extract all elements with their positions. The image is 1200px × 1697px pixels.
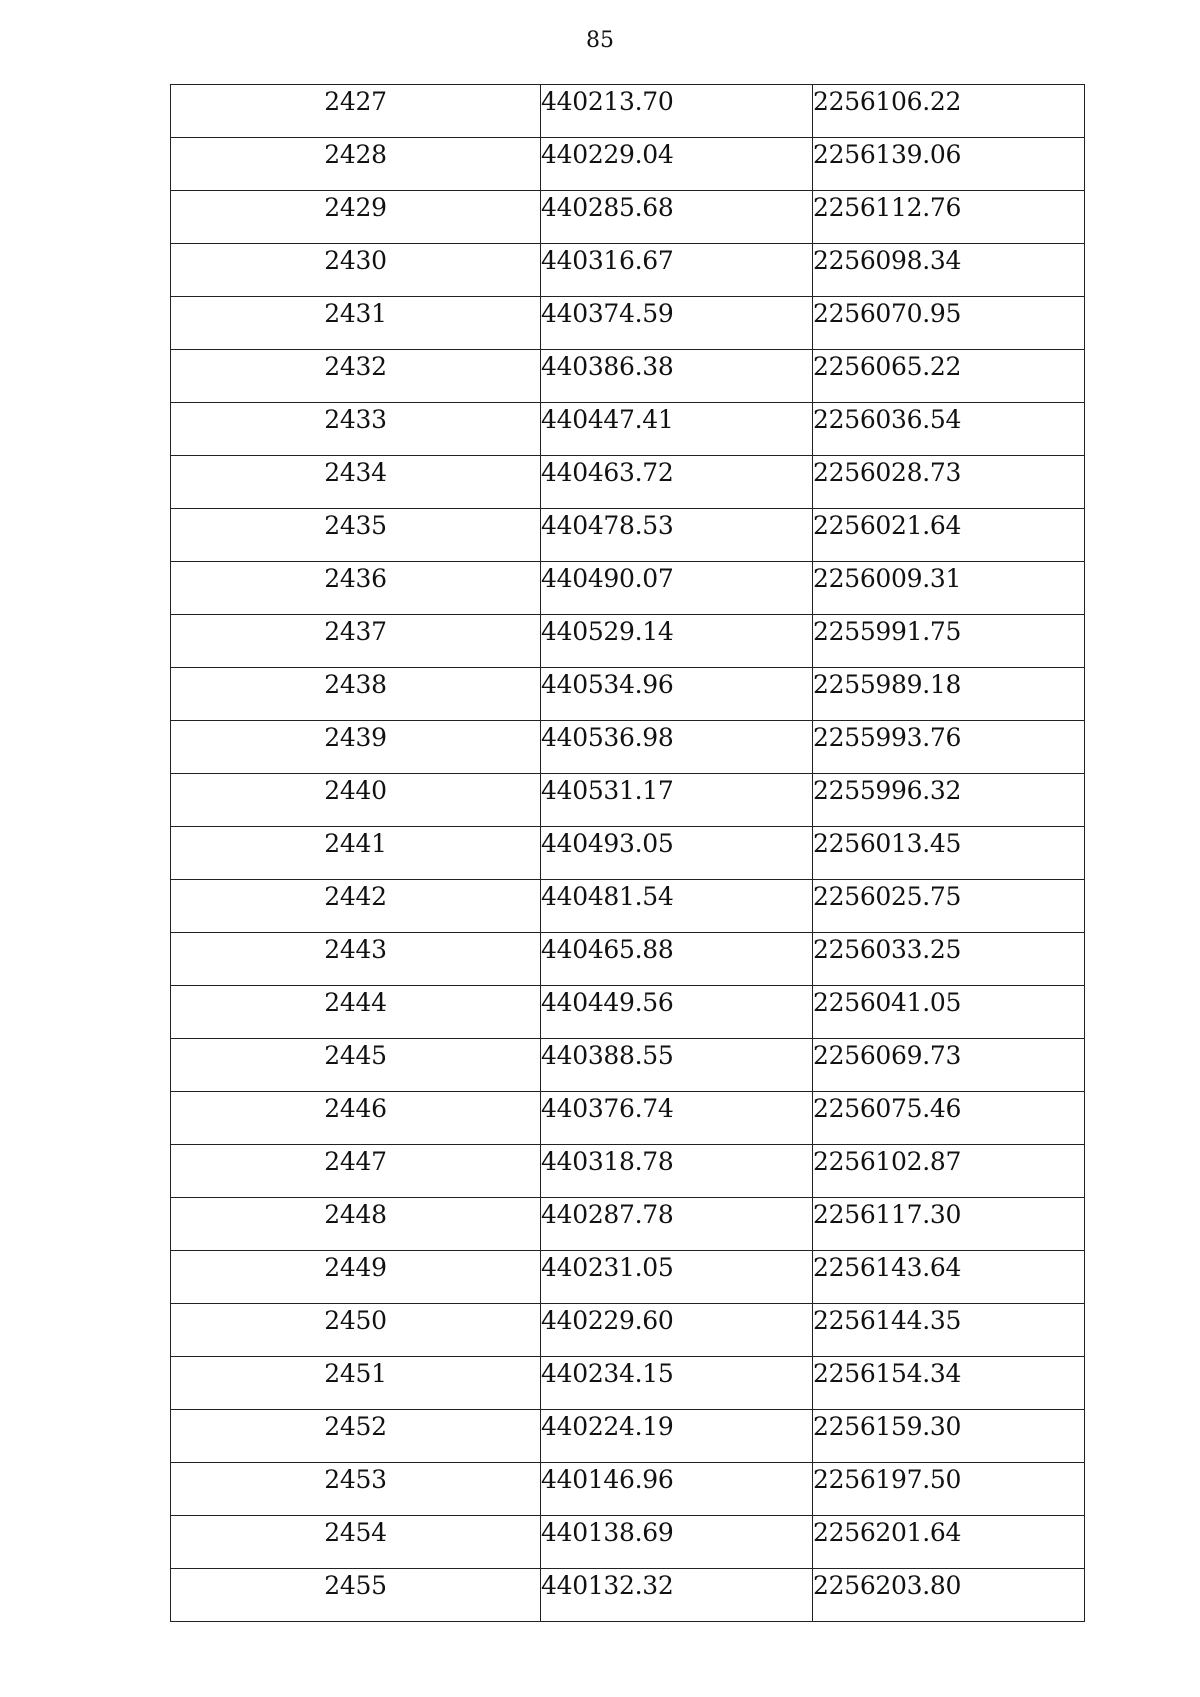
x-coordinate-cell: 440531.17 <box>541 774 813 827</box>
table-row <box>171 350 1085 403</box>
table-row <box>171 562 1085 615</box>
x-coordinate-cell: 440316.67 <box>541 244 813 297</box>
table-row <box>171 1304 1085 1357</box>
y-coordinate-cell: 2256028.73 <box>813 456 1085 509</box>
point-id-cell: 2452 <box>171 1410 541 1463</box>
x-coordinate-cell: 440386.38 <box>541 350 813 403</box>
point-id-cell: 2436 <box>171 562 541 615</box>
point-id-cell: 2438 <box>171 668 541 721</box>
y-coordinate-cell: 2256070.95 <box>813 297 1085 350</box>
x-coordinate-cell: 440146.96 <box>541 1463 813 1516</box>
coordinates-table-body <box>171 85 1085 1622</box>
table-row <box>171 1092 1085 1145</box>
point-id-cell: 2446 <box>171 1092 541 1145</box>
x-coordinate-cell: 440224.19 <box>541 1410 813 1463</box>
table-row <box>171 403 1085 456</box>
y-coordinate-cell: 2256143.64 <box>813 1251 1085 1304</box>
y-coordinate-cell: 2256013.45 <box>813 827 1085 880</box>
x-coordinate-cell: 440536.98 <box>541 721 813 774</box>
point-id-cell: 2450 <box>171 1304 541 1357</box>
point-id-cell: 2430 <box>171 244 541 297</box>
y-coordinate-cell: 2256021.64 <box>813 509 1085 562</box>
y-coordinate-cell: 2256117.30 <box>813 1198 1085 1251</box>
point-id-cell: 2448 <box>171 1198 541 1251</box>
y-coordinate-cell: 2256102.87 <box>813 1145 1085 1198</box>
point-id-cell: 2454 <box>171 1516 541 1569</box>
y-coordinate-cell: 2256069.73 <box>813 1039 1085 1092</box>
point-id-cell: 2444 <box>171 986 541 1039</box>
x-coordinate-cell: 440529.14 <box>541 615 813 668</box>
x-coordinate-cell: 440465.88 <box>541 933 813 986</box>
table-row <box>171 1410 1085 1463</box>
x-coordinate-cell: 440231.05 <box>541 1251 813 1304</box>
point-id-cell: 2434 <box>171 456 541 509</box>
y-coordinate-cell: 2256154.34 <box>813 1357 1085 1410</box>
table-row <box>171 1251 1085 1304</box>
y-coordinate-cell: 2256036.54 <box>813 403 1085 456</box>
y-coordinate-cell: 2256033.25 <box>813 933 1085 986</box>
table-row <box>171 1039 1085 1092</box>
point-id-cell: 2435 <box>171 509 541 562</box>
table-row <box>171 668 1085 721</box>
x-coordinate-cell: 440447.41 <box>541 403 813 456</box>
point-id-cell: 2431 <box>171 297 541 350</box>
y-coordinate-cell: 2256197.50 <box>813 1463 1085 1516</box>
y-coordinate-cell: 2256075.46 <box>813 1092 1085 1145</box>
point-id-cell: 2428 <box>171 138 541 191</box>
x-coordinate-cell: 440481.54 <box>541 880 813 933</box>
point-id-cell: 2427 <box>171 85 541 138</box>
x-coordinate-cell: 440213.70 <box>541 85 813 138</box>
point-id-cell: 2447 <box>171 1145 541 1198</box>
y-coordinate-cell: 2256201.64 <box>813 1516 1085 1569</box>
table-row <box>171 297 1085 350</box>
point-id-cell: 2442 <box>171 880 541 933</box>
y-coordinate-cell: 2255996.32 <box>813 774 1085 827</box>
x-coordinate-cell: 440374.59 <box>541 297 813 350</box>
y-coordinate-cell: 2256106.22 <box>813 85 1085 138</box>
coordinates-table <box>170 84 1085 1622</box>
x-coordinate-cell: 440285.68 <box>541 191 813 244</box>
table-row <box>171 615 1085 668</box>
point-id-cell: 2433 <box>171 403 541 456</box>
table-row <box>171 1198 1085 1251</box>
y-coordinate-cell: 2256025.75 <box>813 880 1085 933</box>
y-coordinate-cell: 2256203.80 <box>813 1569 1085 1622</box>
table-row <box>171 191 1085 244</box>
point-id-cell: 2455 <box>171 1569 541 1622</box>
table-row <box>171 138 1085 191</box>
table-row <box>171 721 1085 774</box>
y-coordinate-cell: 2256144.35 <box>813 1304 1085 1357</box>
point-id-cell: 2441 <box>171 827 541 880</box>
table-row <box>171 986 1085 1039</box>
x-coordinate-cell: 440318.78 <box>541 1145 813 1198</box>
point-id-cell: 2437 <box>171 615 541 668</box>
point-id-cell: 2449 <box>171 1251 541 1304</box>
table-row <box>171 244 1085 297</box>
x-coordinate-cell: 440534.96 <box>541 668 813 721</box>
x-coordinate-cell: 440493.05 <box>541 827 813 880</box>
y-coordinate-cell: 2255989.18 <box>813 668 1085 721</box>
table-row <box>171 456 1085 509</box>
table-row <box>171 1357 1085 1410</box>
point-id-cell: 2451 <box>171 1357 541 1410</box>
y-coordinate-cell: 2255993.76 <box>813 721 1085 774</box>
page-number: 85 <box>586 28 614 53</box>
y-coordinate-cell: 2255991.75 <box>813 615 1085 668</box>
y-coordinate-cell: 2256041.05 <box>813 986 1085 1039</box>
table-row <box>171 880 1085 933</box>
table-row <box>171 933 1085 986</box>
point-id-cell: 2443 <box>171 933 541 986</box>
x-coordinate-cell: 440449.56 <box>541 986 813 1039</box>
x-coordinate-cell: 440463.72 <box>541 456 813 509</box>
x-coordinate-cell: 440229.60 <box>541 1304 813 1357</box>
table-row <box>171 827 1085 880</box>
point-id-cell: 2453 <box>171 1463 541 1516</box>
y-coordinate-cell: 2256065.22 <box>813 350 1085 403</box>
table-row <box>171 509 1085 562</box>
y-coordinate-cell: 2256009.31 <box>813 562 1085 615</box>
point-id-cell: 2445 <box>171 1039 541 1092</box>
table-row <box>171 85 1085 138</box>
x-coordinate-cell: 440229.04 <box>541 138 813 191</box>
y-coordinate-cell: 2256112.76 <box>813 191 1085 244</box>
table-row <box>171 1516 1085 1569</box>
table-row <box>171 1569 1085 1622</box>
point-id-cell: 2440 <box>171 774 541 827</box>
y-coordinate-cell: 2256159.30 <box>813 1410 1085 1463</box>
point-id-cell: 2429 <box>171 191 541 244</box>
x-coordinate-cell: 440388.55 <box>541 1039 813 1092</box>
y-coordinate-cell: 2256139.06 <box>813 138 1085 191</box>
x-coordinate-cell: 440287.78 <box>541 1198 813 1251</box>
x-coordinate-cell: 440234.15 <box>541 1357 813 1410</box>
x-coordinate-cell: 440138.69 <box>541 1516 813 1569</box>
point-id-cell: 2432 <box>171 350 541 403</box>
point-id-cell: 2439 <box>171 721 541 774</box>
x-coordinate-cell: 440376.74 <box>541 1092 813 1145</box>
table-row <box>171 1463 1085 1516</box>
y-coordinate-cell: 2256098.34 <box>813 244 1085 297</box>
table-row <box>171 1145 1085 1198</box>
x-coordinate-cell: 440490.07 <box>541 562 813 615</box>
table-row <box>171 774 1085 827</box>
x-coordinate-cell: 440478.53 <box>541 509 813 562</box>
x-coordinate-cell: 440132.32 <box>541 1569 813 1622</box>
